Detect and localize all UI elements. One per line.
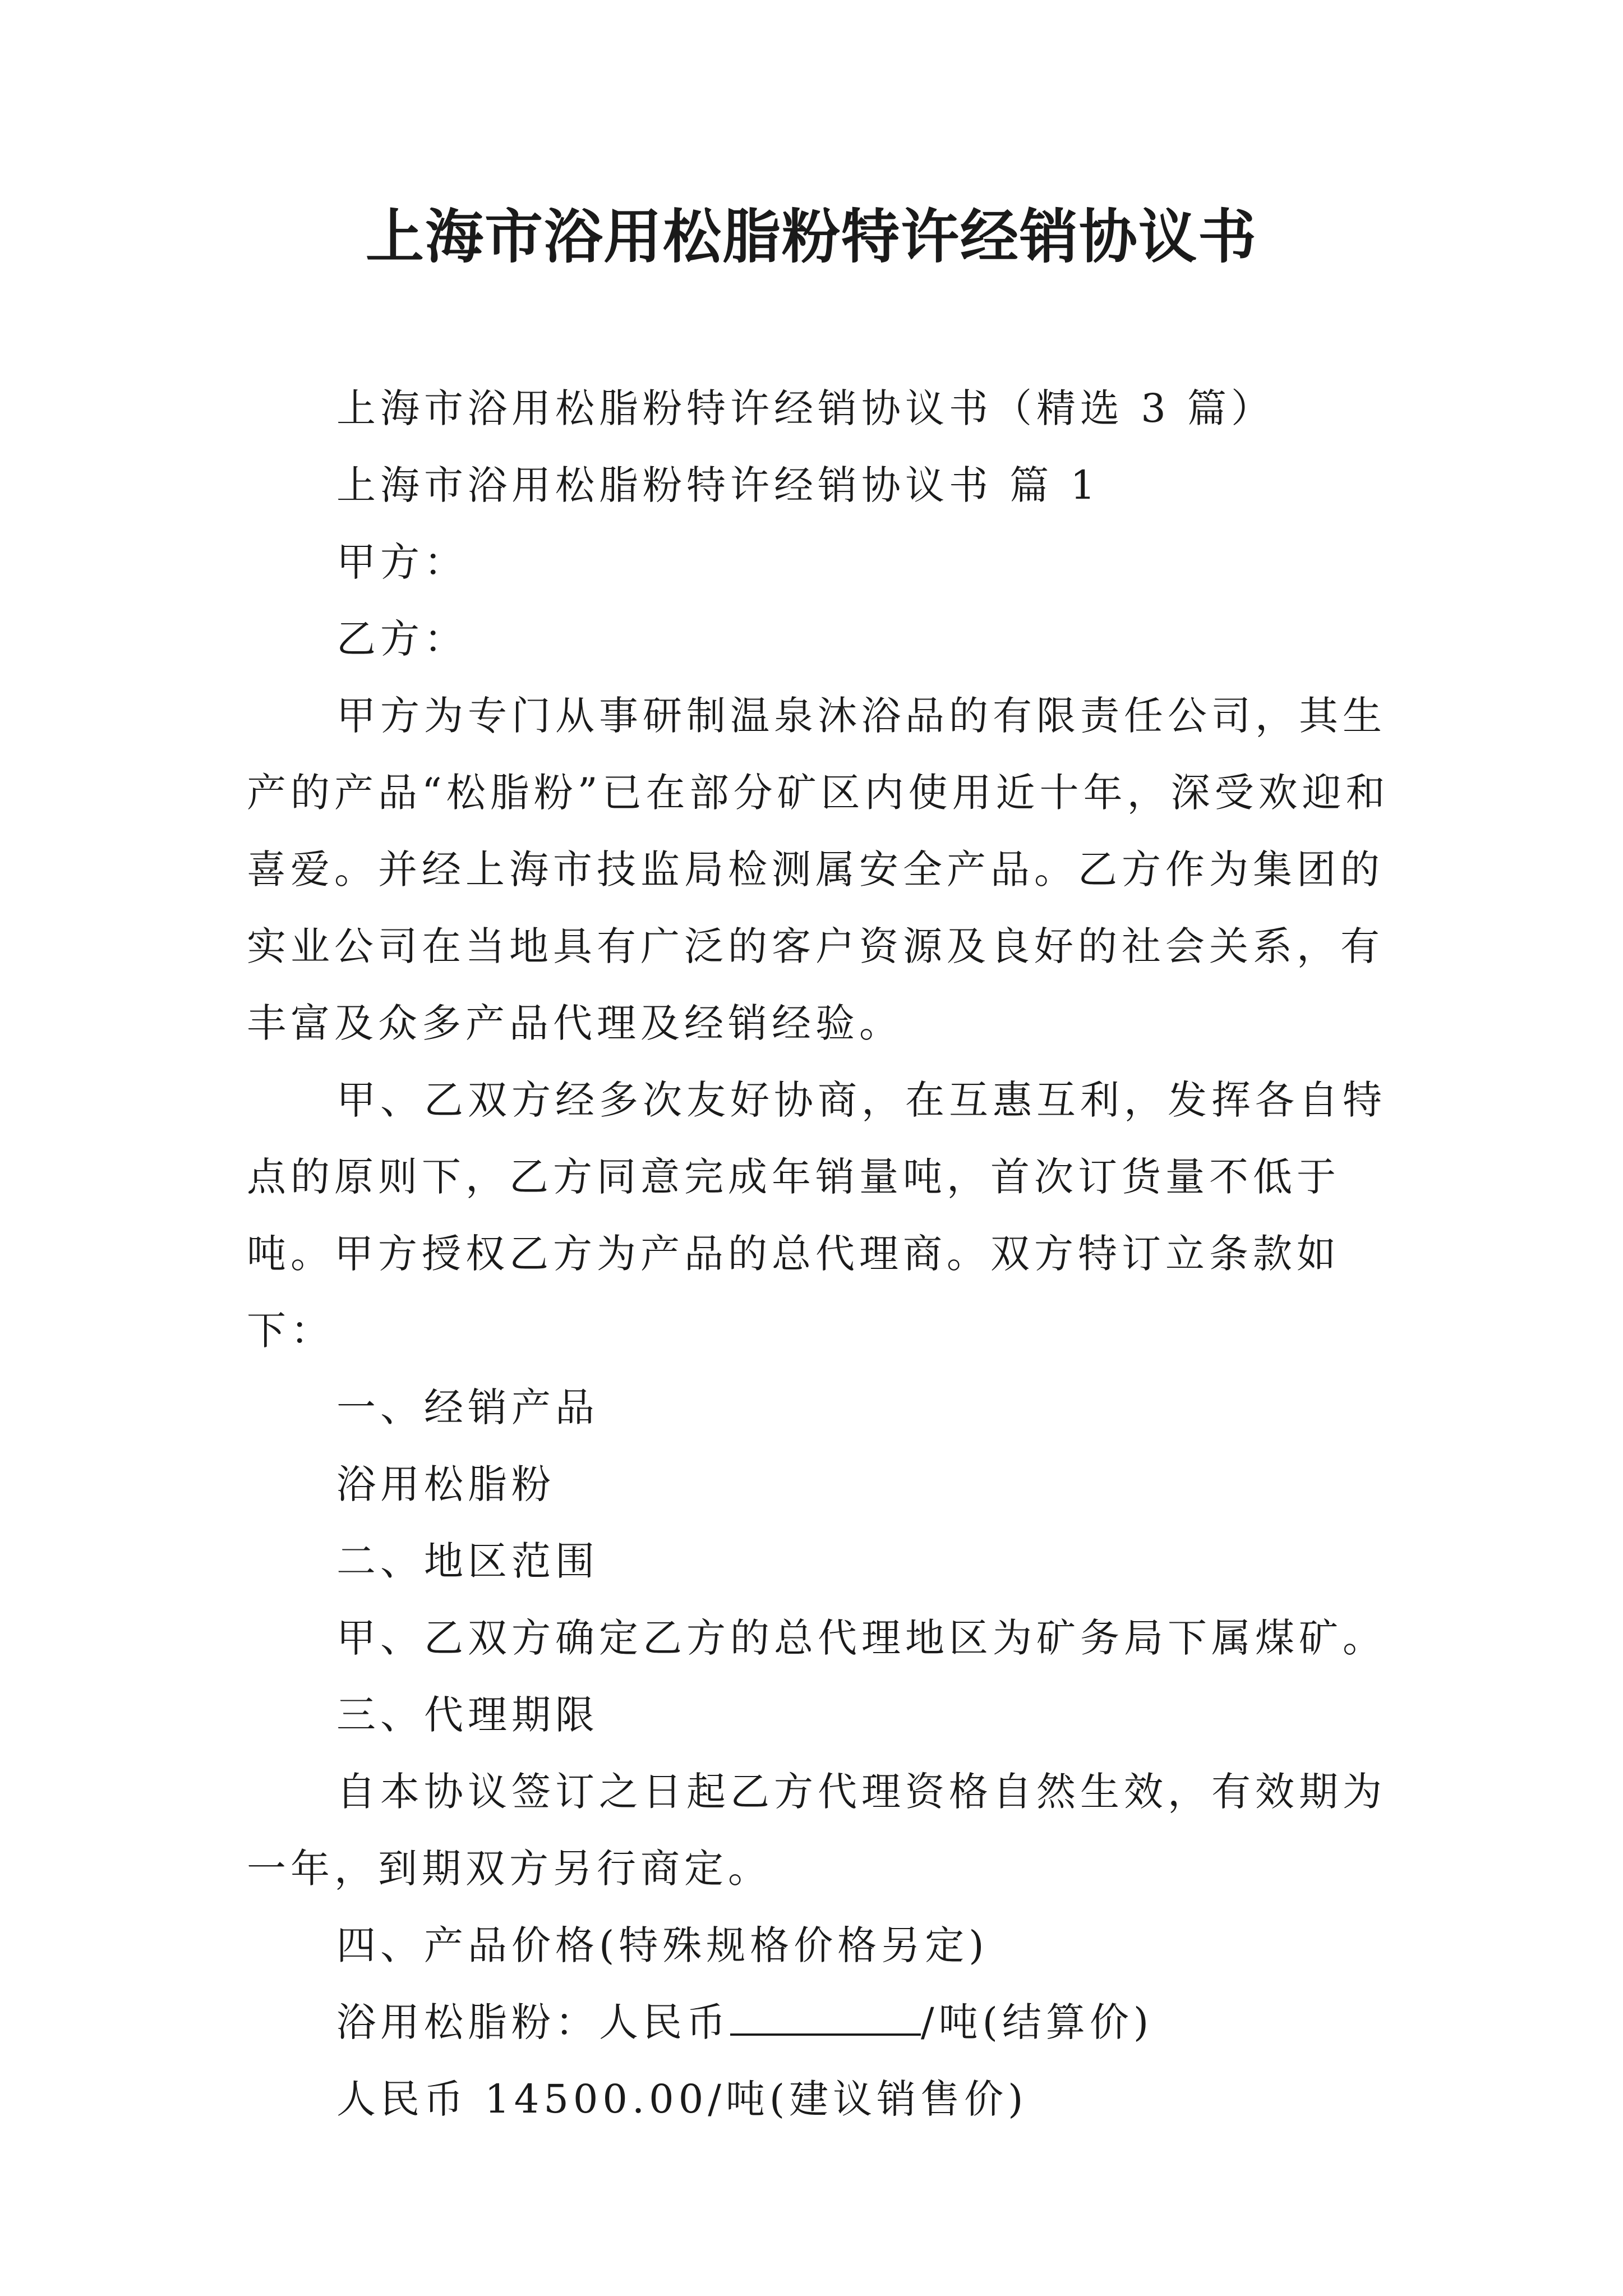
settlement-price-prefix: 浴用松脂粉：人民币 [336,1999,730,2045]
document-title: 上海市浴用松脂粉特许经销协议书 [365,203,1257,271]
clause-heading-term: 三、代理期限 [336,1692,599,1738]
clause-heading-region: 二、地区范围 [336,1538,599,1584]
clause-text-region: 甲、乙双方确定乙方的总代理地区为矿务局下属煤矿。 [336,1615,1386,1661]
clause-heading-price: 四、产品价格(特殊规格价格另定) [336,1922,989,1968]
section-heading-part1: 上海市浴用松脂粉特许经销协议书 篇 1 [336,462,1100,508]
clause-text-product: 浴用松脂粉 [336,1461,555,1507]
paragraph-party-introduction: 甲方为专门从事研制温泉沐浴品的有限责任公司，其生产的产品“松脂粉”已在部分矿区内使用近十年，深受欢迎和喜爱。并经上海市技监局检测属安全产品。乙方作为集团的实业公司在当地具有广泛的客户资源及良好的社会关系，有丰富及众多产品代理及经销经验。 [247,693,1390,1046]
clause-text-suggested-price: 人民币 14500.00/吨(建议销售价) [336,2076,1028,2122]
clause-text-term: 自本协议签订之日起乙方代理资格自然生效，有效期为一年，到期双方另行商定。 [247,1769,1386,1892]
party-b-label: 乙方： [336,616,468,662]
paragraph-agreement-basis: 甲、乙双方经多次友好协商，在互惠互利，发挥各自特点的原则下，乙方同意完成年销量吨，首次订货量不低于吨。甲方授权乙方为产品的总代理商。双方特订立条款如下： [247,1077,1386,1354]
party-a-label: 甲方： [336,539,468,585]
clause-heading-product: 一、经销产品 [336,1384,599,1430]
document-body [247,370,1391,2138]
price-blank-line [730,2000,921,2036]
clause-text-settlement-price [247,1984,1391,2061]
subtitle-selection: 上海市浴用松脂粉特许经销协议书（精选 3 篇） [336,385,1275,431]
settlement-price-suffix: /吨(结算价) [921,1999,1154,2045]
